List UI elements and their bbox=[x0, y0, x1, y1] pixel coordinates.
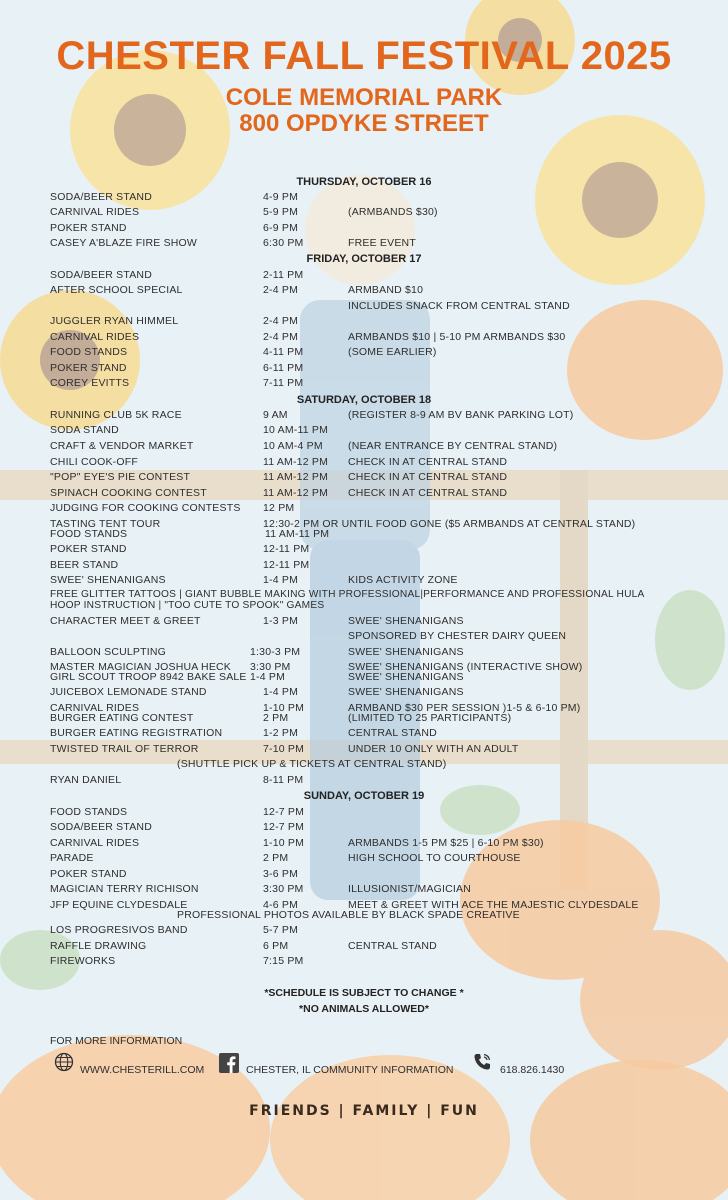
event-time: 2-4 PM bbox=[263, 284, 299, 296]
event-name: MAGICIAN TERRY RICHISON bbox=[50, 883, 199, 895]
event-note: ARMBAND $10 bbox=[348, 284, 424, 296]
event-note: (NEAR ENTRANCE BY CENTRAL STAND) bbox=[348, 440, 558, 452]
event-name: CHILI COOK-OFF bbox=[50, 456, 138, 468]
event-name: FIREWORKS bbox=[50, 955, 116, 967]
event-time: 3:30 PM bbox=[263, 883, 304, 895]
event-time: 1-4 PM bbox=[250, 671, 286, 683]
event-time: 6-11 PM bbox=[263, 362, 304, 374]
schedule-change-note: *SCHEDULE IS SUBJECT TO CHANGE * bbox=[264, 987, 464, 999]
event-name: SPINACH COOKING CONTEST bbox=[50, 487, 207, 499]
event-note: FREE EVENT bbox=[348, 237, 416, 249]
event-name: GIRL SCOUT TROOP 8942 BAKE SALE bbox=[50, 671, 247, 683]
event-name: POKER STAND bbox=[50, 868, 127, 880]
facebook-page-link[interactable]: CHESTER, IL COMMUNITY INFORMATION bbox=[246, 1064, 454, 1076]
event-name: PARADE bbox=[50, 852, 94, 864]
event-note: ARMBANDS $10 | 5-10 PM ARMBANDS $30 bbox=[348, 331, 566, 343]
shuttle-note: (SHUTTLE PICK UP & TICKETS AT CENTRAL STAND) bbox=[177, 758, 447, 770]
event-note: SWEE' SHENANIGANS bbox=[348, 615, 464, 627]
event-name: FOOD STANDS bbox=[50, 806, 128, 818]
event-time: 2-11 PM bbox=[263, 269, 304, 281]
facebook-icon bbox=[218, 1052, 240, 1074]
event-time: 3-6 PM bbox=[263, 868, 299, 880]
day-heading-sunday: SUNDAY, OCTOBER 19 bbox=[303, 790, 425, 802]
event-time: 1-2 PM bbox=[263, 727, 299, 739]
day-heading-friday: FRIDAY, OCTOBER 17 bbox=[306, 253, 422, 265]
event-note: SWEE' SHENANIGANS bbox=[348, 671, 464, 683]
activity-description: FREE GLITTER TATTOOS | GIANT BUBBLE MAKING WITH PROFESSIONAL|PERFORMANCE AND PROFESSIONAL HULA bbox=[50, 589, 645, 600]
activity-description: HOOP INSTRUCTION | "TOO CUTE TO SPOOK" GAMES bbox=[50, 600, 325, 611]
event-name: POKER STAND bbox=[50, 222, 127, 234]
event-note: CHECK IN AT CENTRAL STAND bbox=[348, 456, 508, 468]
event-name: CASEY A'BLAZE FIRE SHOW bbox=[50, 237, 198, 249]
event-name: "POP" EYE'S PIE CONTEST bbox=[50, 471, 191, 483]
event-note: SWEE' SHENANIGANS bbox=[348, 646, 464, 658]
event-note: SPONSORED BY CHESTER DAIRY QUEEN bbox=[348, 630, 567, 642]
event-note: (ARMBANDS $30) bbox=[348, 206, 438, 218]
photos-note: PROFESSIONAL PHOTOS AVAILABLE BY BLACK SPADE CREATIVE bbox=[177, 909, 520, 921]
event-name: SODA STAND bbox=[50, 424, 119, 436]
event-note: CENTRAL STAND bbox=[348, 727, 437, 739]
event-name: FOOD STANDS bbox=[50, 528, 128, 540]
event-note: ILLUSIONIST/MAGICIAN bbox=[348, 883, 472, 895]
event-time: 12:30-2 PM OR UNTIL FOOD GONE ($5 ARMBANDS AT CENTRAL STAND) bbox=[263, 518, 636, 530]
event-time: 3:30 PM bbox=[250, 661, 291, 673]
event-note: ARMBANDS 1-5 PM $25 | 6-10 PM $30) bbox=[348, 837, 544, 849]
event-note: KIDS ACTIVITY ZONE bbox=[348, 574, 458, 586]
more-info-label: FOR MORE INFORMATION bbox=[50, 1035, 183, 1047]
event-name: CARNIVAL RIDES bbox=[50, 702, 140, 714]
event-time: 6-9 PM bbox=[263, 222, 299, 234]
event-name: RUNNING CLUB 5K RACE bbox=[50, 409, 182, 421]
phone-number[interactable]: 618.826.1430 bbox=[500, 1064, 565, 1076]
event-name: TWISTED TRAIL OF TERROR bbox=[50, 743, 199, 755]
event-name: SODA/BEER STAND bbox=[50, 269, 152, 281]
event-note: SWEE' SHENANIGANS (INTERACTIVE SHOW) bbox=[348, 661, 583, 673]
event-time: 9 AM bbox=[263, 409, 288, 421]
event-time: 2-4 PM bbox=[263, 315, 299, 327]
event-time: 6 PM bbox=[263, 940, 289, 952]
event-time: 5-7 PM bbox=[263, 924, 299, 936]
event-note: CHECK IN AT CENTRAL STAND bbox=[348, 487, 508, 499]
event-name: POKER STAND bbox=[50, 543, 127, 555]
event-time: 12-11 PM bbox=[263, 543, 310, 555]
event-time: 11 AM-11 PM bbox=[265, 528, 330, 540]
event-time: 1-10 PM bbox=[263, 702, 305, 714]
event-time: 5-9 PM bbox=[263, 206, 299, 218]
event-name: BURGER EATING CONTEST bbox=[50, 712, 194, 724]
event-time: 1:30-3 PM bbox=[250, 646, 301, 658]
event-name: SWEE' SHENANIGANS bbox=[50, 574, 166, 586]
event-name: COREY EVITTS bbox=[50, 377, 130, 389]
event-name: SODA/BEER STAND bbox=[50, 821, 152, 833]
event-name: BALLOON SCULPTING bbox=[50, 646, 167, 658]
event-name: SODA/BEER STAND bbox=[50, 191, 152, 203]
event-time: 1-3 PM bbox=[263, 615, 299, 627]
day-heading-thursday: THURSDAY, OCTOBER 16 bbox=[296, 176, 432, 188]
event-name: BEER STAND bbox=[50, 559, 119, 571]
event-time: 7:15 PM bbox=[263, 955, 304, 967]
website-link[interactable]: WWW.CHESTERILL.COM bbox=[80, 1064, 205, 1076]
event-time: 10 AM-11 PM bbox=[263, 424, 329, 436]
event-name: CRAFT & VENDOR MARKET bbox=[50, 440, 194, 452]
event-time: 1-10 PM bbox=[263, 837, 305, 849]
event-name: BURGER EATING REGISTRATION bbox=[50, 727, 223, 739]
event-note: ARMBAND $30 PER SESSION )1-5 & 6-10 PM) bbox=[348, 702, 581, 714]
event-time: 10 AM-4 PM bbox=[263, 440, 323, 452]
event-name: POKER STAND bbox=[50, 362, 127, 374]
event-name: CARNIVAL RIDES bbox=[50, 837, 140, 849]
no-animals-note: *NO ANIMALS ALLOWED* bbox=[299, 1003, 429, 1015]
event-name: CARNIVAL RIDES bbox=[50, 206, 140, 218]
event-name: JUICEBOX LEMONADE STAND bbox=[50, 686, 207, 698]
event-time: 8-11 PM bbox=[263, 774, 304, 786]
globe-icon bbox=[54, 1052, 74, 1072]
festival-title: CHESTER FALL FESTIVAL 2025 bbox=[56, 34, 672, 78]
event-name: TASTING TENT TOUR bbox=[50, 518, 161, 530]
event-name: RYAN DANIEL bbox=[50, 774, 122, 786]
event-time: 4-9 PM bbox=[263, 191, 299, 203]
event-name: RAFFLE DRAWING bbox=[50, 940, 147, 952]
event-name: JUDGING FOR COOKING CONTESTS bbox=[50, 502, 241, 514]
event-note: CHECK IN AT CENTRAL STAND bbox=[348, 471, 508, 483]
day-heading-saturday: SATURDAY, OCTOBER 18 bbox=[296, 394, 432, 406]
event-note: (SOME EARLIER) bbox=[348, 346, 437, 358]
event-time: 12-11 PM bbox=[263, 559, 310, 571]
event-note: SWEE' SHENANIGANS bbox=[348, 686, 464, 698]
event-name: CARNIVAL RIDES bbox=[50, 331, 140, 343]
event-time: 4-11 PM bbox=[263, 346, 304, 358]
venue-name: COLE MEMORIAL PARK bbox=[225, 84, 503, 111]
event-time: 11 AM-12 PM bbox=[263, 456, 329, 468]
event-time: 12 PM bbox=[263, 502, 295, 514]
phone-icon bbox=[472, 1052, 492, 1072]
event-name: JUGGLER RYAN HIMMEL bbox=[50, 315, 179, 327]
event-time: 11 AM-12 PM bbox=[263, 487, 329, 499]
event-time: 2 PM bbox=[263, 712, 289, 724]
event-note: INCLUDES SNACK FROM CENTRAL STAND bbox=[348, 300, 570, 312]
tagline: FRIENDS | FAMILY | FUN bbox=[249, 1103, 479, 1119]
event-note: (REGISTER 8-9 AM BV BANK PARKING LOT) bbox=[348, 409, 574, 421]
event-name: JFP EQUINE CLYDESDALE bbox=[50, 899, 188, 911]
event-time: 12-7 PM bbox=[263, 821, 305, 833]
event-note: MEET & GREET WITH ACE THE MAJESTIC CLYDESDALE bbox=[348, 899, 639, 911]
event-note: (LIMITED TO 25 PARTICIPANTS) bbox=[348, 712, 512, 724]
event-note: HIGH SCHOOL TO COURTHOUSE bbox=[348, 852, 521, 864]
event-time: 1-4 PM bbox=[263, 686, 299, 698]
event-time: 12-7 PM bbox=[263, 806, 305, 818]
event-note: CENTRAL STAND bbox=[348, 940, 437, 952]
event-time: 11 AM-12 PM bbox=[263, 471, 329, 483]
event-name: LOS PROGRESIVOS BAND bbox=[50, 924, 188, 936]
event-time: 2 PM bbox=[263, 852, 289, 864]
event-time: 7-10 PM bbox=[263, 743, 305, 755]
event-time: 2-4 PM bbox=[263, 331, 299, 343]
event-name: CHARACTER MEET & GREET bbox=[50, 615, 201, 627]
event-name: FOOD STANDS bbox=[50, 346, 128, 358]
event-note: UNDER 10 ONLY WITH AN ADULT bbox=[348, 743, 519, 755]
event-time: 6:30 PM bbox=[263, 237, 304, 249]
event-time: 7-11 PM bbox=[263, 377, 304, 389]
event-name: MASTER MAGICIAN JOSHUA HECK bbox=[50, 661, 232, 673]
event-time: 1-4 PM bbox=[263, 574, 299, 586]
venue-address: 800 OPDYKE STREET bbox=[239, 110, 489, 137]
event-name: AFTER SCHOOL SPECIAL bbox=[50, 284, 183, 296]
event-time: 4-6 PM bbox=[263, 899, 299, 911]
